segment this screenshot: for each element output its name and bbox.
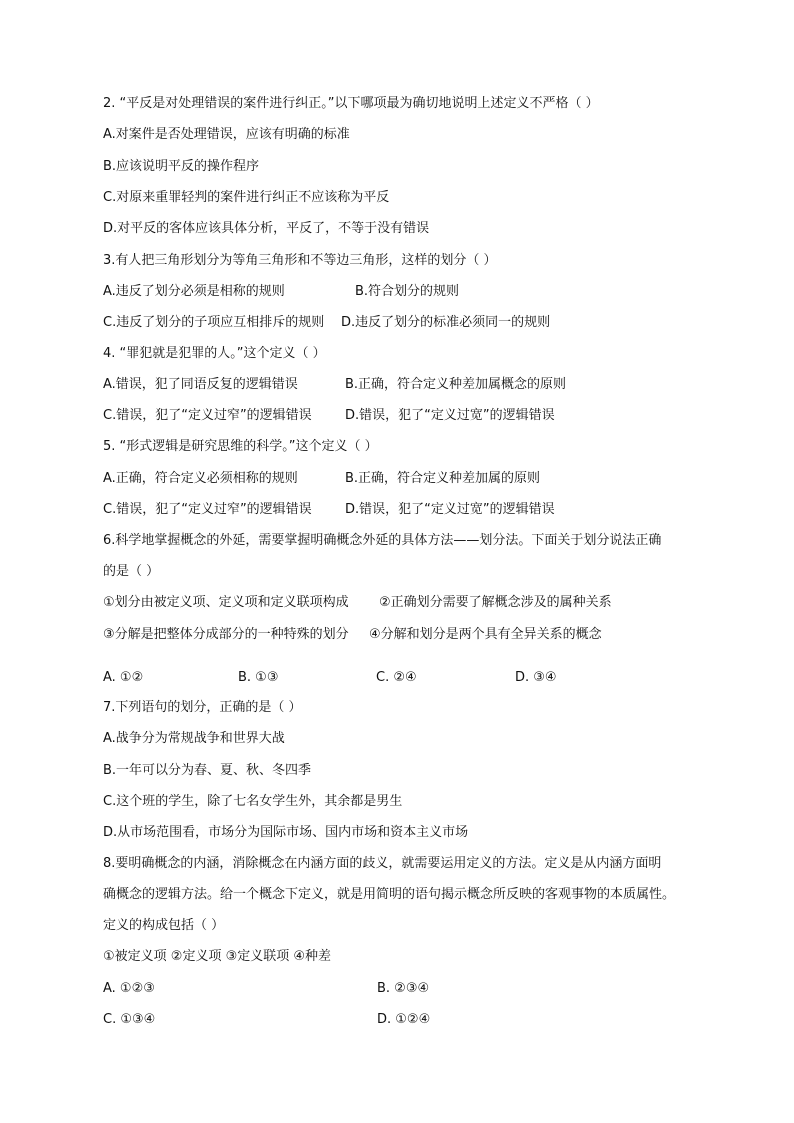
question-6-stem-line-2: 的是（ ） <box>103 564 160 579</box>
question-3-stem: 3.有人把三角形划分为等角三角形和不等边三角形，这样的划分（ ） <box>103 253 497 268</box>
question-6-statement-1: ①划分由被定义项、定义项和定义联项构成 <box>103 595 349 610</box>
question-4-options-row-2 <box>103 408 555 424</box>
question-2-option-c: C.对原来重罪轻判的案件进行纠正不应该称为平反 <box>103 190 390 205</box>
question-6-option-c: C. ②④ <box>376 670 417 685</box>
question-5-options-row-1 <box>103 471 541 487</box>
question-3-options-row-1 <box>103 284 460 300</box>
question-2-option-b: B.应该说明平反的操作程序 <box>103 159 260 174</box>
question-7-option-c: C.这个班的学生，除了七名女学生外，其余都是男生 <box>103 794 403 809</box>
question-3-options-row-2 <box>103 315 551 331</box>
question-7-option-d: D.从市场范围看，市场分为国际市场、国内市场和资本主义市场 <box>103 825 469 840</box>
question-8-options-row-1 <box>103 981 430 997</box>
question-7-stem: 7.下列语句的划分，正确的是（ ） <box>103 700 302 715</box>
question-5-stem: 5. “形式逻辑是研究思维的科学。”这个定义（ ） <box>103 439 378 454</box>
question-3-option-c: C.违反了划分的子项应互相排斥的规则 <box>103 315 325 330</box>
question-6-option-b: B. ①③ <box>238 670 279 685</box>
question-6-option-d: D. ③④ <box>515 670 557 685</box>
question-5-option-b: B.正确，符合定义种差加属的原则 <box>345 471 541 486</box>
question-4-options-row-1 <box>103 377 567 393</box>
question-8-option-d: D. ①②④ <box>377 1012 431 1027</box>
question-6-statement-3: ③分解是把整体分成部分的一种特殊的划分 <box>103 627 349 642</box>
question-6-statement-2: ②正确划分需要了解概念涉及的属种关系 <box>379 595 612 610</box>
question-8-stem-line-3: 定义的构成包括（ ） <box>103 918 225 933</box>
question-8-option-c: C. ①③④ <box>103 1012 156 1027</box>
question-6-stem-line-1: 6.科学地掌握概念的外延，需要掌握明确概念外延的具体方法——划分法。下面关于划分说法正确 <box>103 533 662 548</box>
question-8-option-b: B. ②③④ <box>377 981 430 996</box>
question-4-option-a: A.错误，犯了同语反复的逻辑错误 <box>103 377 298 392</box>
question-8-options-row-2 <box>103 1012 431 1028</box>
question-8-option-a: A. ①②③ <box>103 981 155 996</box>
question-4-option-d: D.错误，犯了“定义过宽”的逻辑错误 <box>345 408 555 423</box>
question-5-option-d: D.错误，犯了“定义过宽”的逻辑错误 <box>345 502 555 517</box>
question-4-option-c: C.错误，犯了“定义过窄”的逻辑错误 <box>103 408 312 423</box>
question-7-option-b: B.一年可以分为春、夏、秋、冬四季 <box>103 763 312 778</box>
question-3-option-d: D.违反了划分的标准必须同一的规则 <box>341 315 551 330</box>
question-5-options-row-2 <box>103 502 555 518</box>
question-7-option-a: A.战争分为常规战争和世界大战 <box>103 731 285 746</box>
question-6-statement-4: ④分解和划分是两个具有全异关系的概念 <box>369 627 602 642</box>
question-5-option-a: A.正确，符合定义必须相称的规则 <box>103 471 298 486</box>
question-3-option-b: B.符合划分的规则 <box>355 284 460 299</box>
question-8-items: ①被定义项 ②定义项 ③定义联项 ④种差 <box>103 949 332 964</box>
question-4-stem: 4. “罪犯就是犯罪的人。”这个定义（ ） <box>103 346 326 361</box>
question-5-option-c: C.错误，犯了“定义过窄”的逻辑错误 <box>103 502 312 517</box>
question-6-statements-row-1 <box>103 595 612 611</box>
question-6-option-a: A. ①② <box>103 670 144 685</box>
question-3-option-a: A.违反了划分必须是相称的规则 <box>103 284 285 299</box>
question-2-option-a: A.对案件是否处理错误，应该有明确的标准 <box>103 127 350 142</box>
question-2-stem: 2. “平反是对处理错误的案件进行纠正。”以下哪项最为确切地说明上述定义不严格（ ） <box>103 96 599 111</box>
question-2-option-d: D.对平反的客体应该具体分析，平反了，不等于没有错误 <box>103 221 430 236</box>
question-8-stem-line-1: 8.要明确概念的内涵，消除概念在内涵方面的歧义，就需要运用定义的方法。定义是从内涵方面明 <box>103 856 662 871</box>
question-4-option-b: B.正确，符合定义种差加属概念的原则 <box>345 377 567 392</box>
question-6-statements-row-2 <box>103 627 602 643</box>
question-8-stem-line-2: 确概念的逻辑方法。给一个概念下定义，就是用简明的语句揭示概念所反映的客观事物的本质属性。 <box>103 887 676 902</box>
question-6-options-row <box>103 670 557 686</box>
